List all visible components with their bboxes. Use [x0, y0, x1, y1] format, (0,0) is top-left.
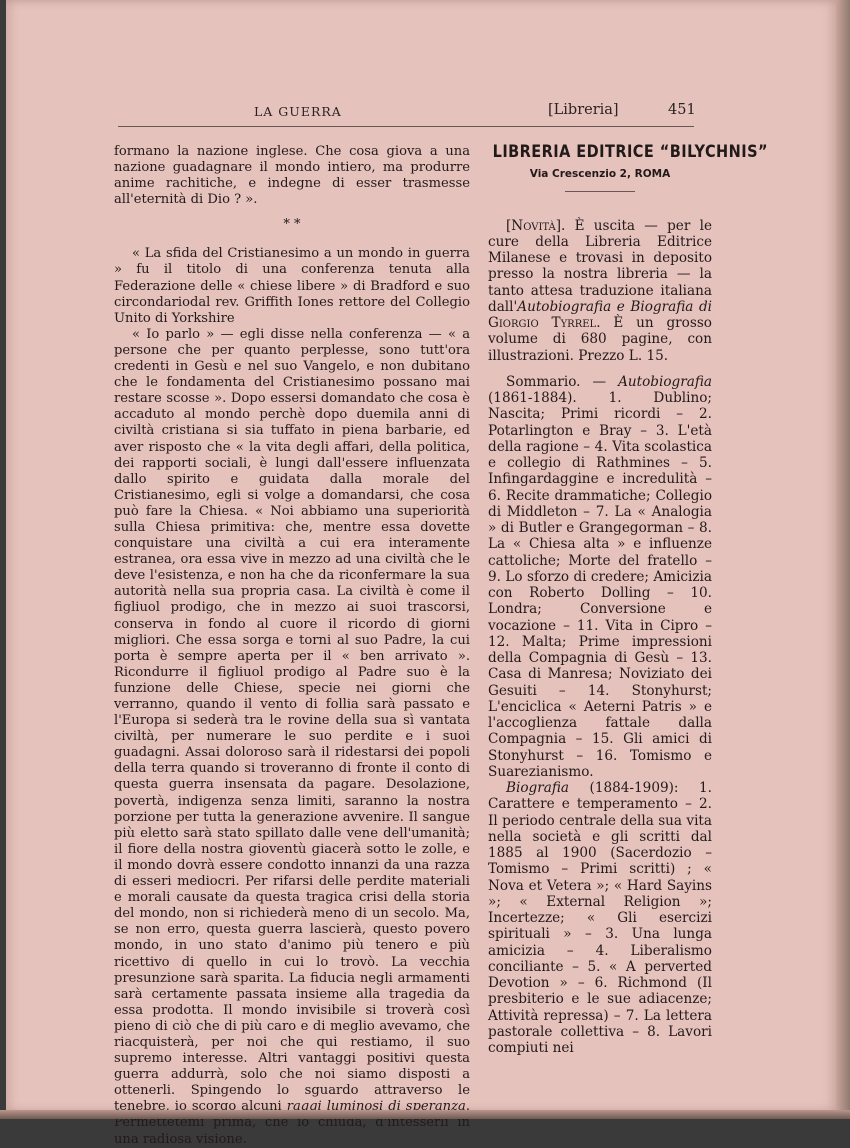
page-edge-right	[836, 0, 850, 1119]
short-rule	[565, 191, 635, 192]
section-separator: * *	[114, 218, 470, 232]
summary-autobiography: Sommario. — Autobiografia (1861-1884). 1. Dublino; Nascita; Primi ricordi – 2. Potarlington e Bray – 3. L'età della ragione – 4. Vita scolastica e collegio di Rathmines – 5. Infingardaggine e incredulità – 6. Recite drammatiche; Collegio di Middleton – 7. La « Analogia » di Butler e Grangegorman – 8. La « Chiesa alta » e influenze cattoliche; Morte del fratello – 9. Lo sforzo di credere; Amicizia con Roberto Dolling – 10. Londra; Conversione e vocazione – 11. Vita in Cipro – 12. Malta; Prime impressioni della Compagnia di Gesù – 13. Casa di Manresa; Noviziato dei Gesuiti – 14. Stonyhurst; L'enciclica « Aeterni Patris » e l'accoglienza fattale dalla Compagnia – 15. Gli amici di Stonyhurst – 16. Tomismo e Suarezianismo.	[488, 374, 712, 780]
page-edge-bottom	[0, 1110, 850, 1119]
book-page	[6, 0, 838, 1112]
running-header	[118, 104, 694, 124]
page-number: 451	[668, 102, 696, 118]
bookshop-address: Via Crescenzio 2, ROMA	[488, 166, 712, 182]
section-label: [Libreria]	[548, 102, 619, 118]
header-rule	[118, 126, 694, 127]
right-column	[488, 144, 712, 1056]
novelty-announcement: [Novità]. È uscita — per le cure della Libreria Editrice Milanese e trovasi in deposito presso la nostra libreria — la tanto attesa traduzione italiana dall'Autobiografia e Biografia di Giorgio Tyrrel. È un grosso volume di 680 pagine, con illustrazioni. Prezzo L. 15.	[488, 218, 712, 364]
paragraph-speech: « Io parlo » — egli disse nella conferenza — « a persone che per quanto perplesse, sono tutt'ora credenti in Gesù e nel suo Vangelo, e non dubitano che le fondamenta del Cristianesimo possano mai restare scosse ». Dopo essersi domandato che cosa è accaduto al mondo perchè dopo duemila anni di civiltà cristiana si sia tuffato in piena barbarie, ed aver risposto che « la vita degli affari, della politica, dei rapporti sociali, è lungi dall'essere influenzata dallo spirito e guidata dalla morale del Cristianesimo, egli si volge a domandarsi, che cosa può fare la Chiesa. « Noi abbiamo una superiorità sulla Chiesa primitiva: che, mentre essa dovette conquistare una civiltà a cui era interamente estranea, ora essa vive in mezzo ad una civiltà che le deve l'esistenza, e non ha che da riconfermare la sua autorità nella sua propria casa. La civiltà è come il figliuol prodigo, che in mezzo ai suoi trascorsi, conserva in fondo al cuore il ricordo di giorni migliori. Che essa sorga e torni al suo Padre, la cui porta è sempre aperta per il « ben arrivato ». Ricondurre il figliuol prodigo al Padre suo è la funzione delle Chiese, specie nei giorni che verranno, quando il vento di follia sarà passato e l'Europa si sederà tra le rovine della sua sì vantata civiltà, per numerare le suo perdite e i suoi guadagni. Assai doloroso sarà il ridestarsi dei popoli della terra quando si troveranno di fronte il conto di questa guerra insensata da pagare. Desolazione, povertà, indigenza senza limiti, saranno la nostra porzione per tutta la generazione avvenire. Il sangue più eletto sarà stato spillato dalle vene dell'umanità; il fiore della nostra gioventù giacerà sotto le zolle, e il mondo dovrà essere condotto innanzi da una razza di esseri mediocri. Per rifarsi delle perdite materiali e morali causate da questa tragica crisi della storia del mondo, non si richiederà meno di un secolo. Ma, se non erro, questa guerra lascierà, questo povero mondo, in uno stato d'animo più tenero e più ricettivo di quello in cui lo trovò. La vecchia presunzione sarà sparita. La fiducia negli armamenti sarà certamente passata insieme alla tragedia da essa prodotta. Il mondo invisibile si troverà così pieno di ciò che di più caro e di meglio avevamo, che riacquisterà, per noi che qui restiamo, il suo supremo interesse. Altri vantaggi positivi questa guerra addurrà, solo che noi siamo disposti a ottenerli. Spingendo lo sguardo attraverso le tenebre, io scorgo alcuni raggi luminosi di speranza. Permettetemi prima, che io chiuda, d'intesserli in	[114, 327, 470, 1148]
left-column	[114, 144, 470, 1148]
paragraph-continuation: formano la nazione inglese. Che cosa giova a una nazione guadagnare il mondo intiero, ma produrre anime rachitiche, e indegne di esser trasmesse all'eternità di Dio ? ».	[114, 144, 470, 208]
paragraph-conference: « La sfida del Cristianesimo a un mondo in guerra » fu il titolo di una conferenza tenuta alla Federazione delle « chiese libere » di Bradford e suo circondariodal rev. Griffith Iones rettore del Collegio Unito di Yorkshire	[114, 246, 470, 326]
running-title: LA GUERRA	[254, 104, 342, 119]
bookshop-title: LIBRERIA EDITRICE “BILYCHNIS”	[493, 144, 708, 160]
summary-biography: Biografia (1884-1909): 1. Carattere e temperamento – 2. Il periodo centrale della sua vita nella società e gli scritti dal 1885 al 1900 (Sacerdozio – Tomismo – Primi scritti) ; « Nova et Vetera »; « Hard Sayins »; « External Religion »; Incertezze; « Gli esercizi spirituali » – 3. Una lunga amicizia – 4. Liberalismo conciliante – 5. « A perverted Devotion » – 6. Richmond (Il presbiterio e le sue adiacenze; Attività repressa) – 7. La lettera pastorale collettiva – 8. Lavori compiuti nei	[488, 780, 712, 1056]
